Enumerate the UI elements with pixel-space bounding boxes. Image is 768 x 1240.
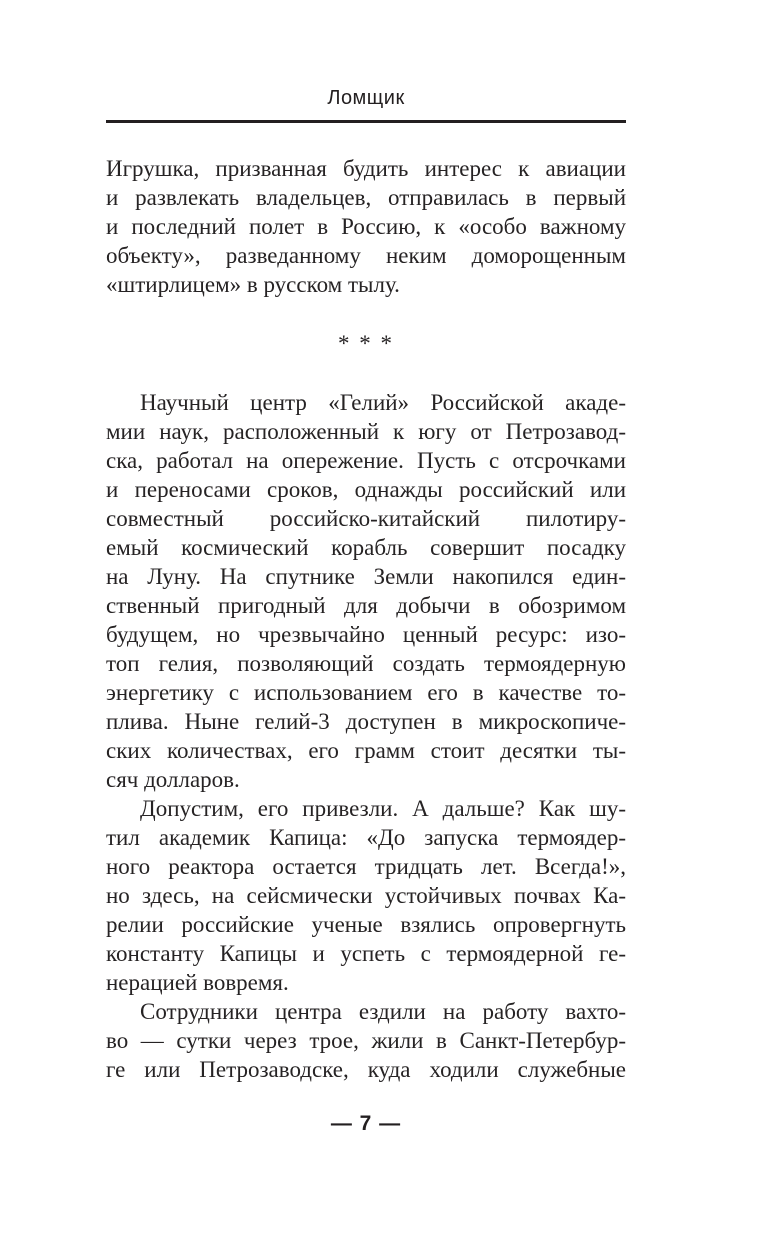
text-line: но здесь, на сейсмически устойчивых почвах Ка- bbox=[106, 883, 626, 908]
text-line: объекту», разведанному неким доморощенным bbox=[106, 243, 626, 268]
text-line: сяч долларов. bbox=[106, 767, 240, 792]
text-line: на Луну. На спутнике Земли накопился един- bbox=[106, 564, 626, 589]
text-line: энергетику с использованием его в качестве то- bbox=[106, 680, 626, 705]
text-line: ских количествах, его грамм стоит десятки ты- bbox=[106, 738, 626, 763]
text-line: будущем, но чрезвычайно ценный ресурс: изо- bbox=[106, 622, 626, 647]
text-line: константу Капицы и успеть с термоядерной ге- bbox=[106, 941, 626, 966]
text-line: и развлекать владельцев, отправилась в первый bbox=[106, 185, 626, 210]
text-line: совместный российско-китайский пилотиру- bbox=[106, 506, 626, 531]
text-line: нерацией вовремя. bbox=[106, 970, 289, 995]
text-line: мии наук, расположенный к югу от Петрозавод- bbox=[106, 419, 626, 444]
text-line: Научный центр «Гелий» Российской акаде- bbox=[140, 390, 626, 415]
running-title: Ломщик bbox=[327, 87, 405, 109]
page-number: — 7 — bbox=[330, 1112, 402, 1135]
text-line: во — сутки через трое, жили в Санкт-Петербур- bbox=[106, 1028, 626, 1053]
text-line: Сотрудники центра ездили на работу вахто- bbox=[140, 999, 626, 1024]
text-line: емый космический корабль совершит посадку bbox=[106, 535, 626, 560]
header-rule bbox=[106, 120, 626, 123]
text-line: плива. Ныне гелий-3 доступен в микроскопиче- bbox=[106, 709, 626, 734]
text-line: и переносами сроков, однажды российский или bbox=[106, 477, 626, 502]
text-line: ге или Петрозаводске, куда ходили служебные bbox=[106, 1057, 626, 1082]
text-line: топ гелия, позволяющий создать термоядерную bbox=[106, 651, 626, 676]
text-line: Игрушка, призванная будить интерес к авиации bbox=[106, 156, 626, 181]
text-line: релии российские ученые взялись опровергнуть bbox=[106, 912, 626, 937]
text-line: тил академик Капица: «До запуска термоядер- bbox=[106, 825, 626, 850]
text-line: ска, работал на опережение. Пусть с отсрочками bbox=[106, 448, 626, 473]
text-line: «штирлицем» в русском тылу. bbox=[106, 272, 400, 297]
text-line: Допустим, его привезли. А дальше? Как шу- bbox=[140, 796, 626, 821]
section-separator: * * * bbox=[338, 331, 394, 356]
text-line: ного реактора остается тридцать лет. Всегда!», bbox=[106, 854, 626, 879]
text-line: ственный пригодный для добычи в обозримом bbox=[106, 593, 626, 618]
text-line: и последний полет в Россию, к «особо важному bbox=[106, 214, 626, 239]
body-text bbox=[106, 154, 626, 1084]
